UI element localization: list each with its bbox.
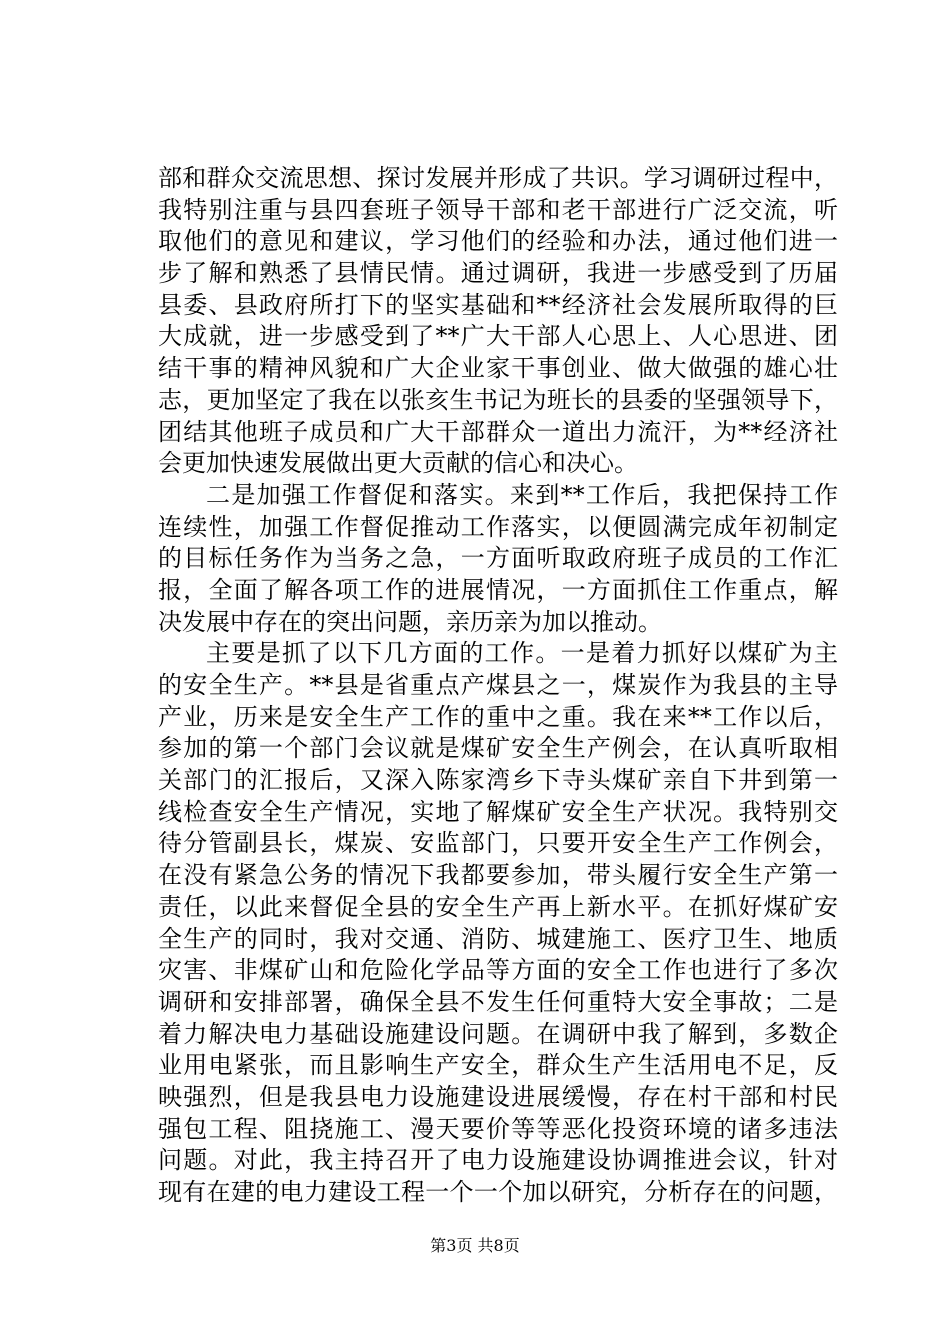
text-line: 映强烈，但是我县电力设施建设进展缓慢，存在村干部和村民: [158, 1082, 838, 1111]
text-line: 部和群众交流思想、探讨发展并形成了共识。学习调研过程中，: [158, 164, 838, 192]
text-line: 取他们的意见和建议，学习他们的经验和办法，通过他们进一: [158, 227, 838, 256]
text-line: 大成就，进一步感受到了**广大干部人心思上、人心思进、团: [158, 322, 838, 351]
text-line: 县委、县政府所打下的坚实基础和**经济社会发展所取得的巨: [158, 290, 838, 319]
text-line: 步了解和熟悉了县情民情。通过调研，我进一步感受到了历届: [158, 259, 838, 288]
text-line: 灾害、非煤矿山和危险化学品等方面的安全工作也进行了多次: [158, 956, 838, 985]
text-line: 报，全面了解各项工作的进展情况，一方面抓住工作重点，解: [158, 575, 838, 604]
text-line: 责任，以此来督促全县的安全生产再上新水平。在抓好煤矿安: [158, 892, 838, 921]
paragraph-start-line: 主要是抓了以下几方面的工作。一是着力抓好以煤矿为主: [206, 639, 838, 668]
text-line: 我特别注重与县四套班子领导干部和老干部进行广泛交流，听: [158, 195, 838, 224]
text-line: 产业，历来是安全生产工作的重中之重。我在来**工作以后，: [158, 702, 838, 731]
text-line: 关部门的汇报后，又深入陈家湾乡下寺头煤矿亲自下井到第一: [158, 766, 838, 795]
text-line: 线检查安全生产情况，实地了解煤矿安全生产状况。我特别交: [158, 797, 838, 826]
page-number-footer: 第3页 共8页: [430, 1236, 520, 1255]
text-line: 待分管副县长，煤炭、安监部门，只要开安全生产工作例会，: [158, 829, 838, 858]
text-line: 志，更加坚定了我在以张亥生书记为班长的县委的坚强领导下，: [158, 385, 838, 414]
text-line: 的目标任务作为当务之急，一方面听取政府班子成员的工作汇: [158, 544, 838, 573]
text-line: 参加的第一个部门会议就是煤矿安全生产例会，在认真听取相: [158, 734, 838, 763]
text-line: 现有在建的电力建设工程一个一个加以研究，分析存在的问题，: [158, 1178, 838, 1206]
text-line: 强包工程、阻挠施工、漫天要价等等恶化投资环境的诸多违法: [158, 1114, 838, 1143]
text-line: 着力解决电力基础设施建设问题。在调研中我了解到，多数企: [158, 1019, 838, 1048]
body-text: [158, 163, 838, 1209]
text-line: 的安全生产。**县是省重点产煤县之一，煤炭作为我县的主导: [158, 671, 838, 699]
text-line: 连续性，加强工作督促推动工作落实，以便圆满完成年初制定: [158, 512, 838, 541]
text-line: 结干事的精神风貌和广大企业家干事创业、做大做强的雄心壮: [158, 354, 838, 383]
text-line: 团结其他班子成员和广大干部群众一道出力流汗，为**经济社: [158, 417, 838, 446]
text-line: 调研和安排部署，确保全县不发生任何重特大安全事故；二是: [158, 987, 838, 1016]
paragraph-start-line: 二是加强工作督促和落实。来到**工作后，我把保持工作: [206, 480, 838, 509]
text-line: 决发展中存在的突出问题，亲历亲为加以推动。: [158, 607, 662, 636]
text-line: 业用电紧张，而且影响生产安全，群众生产生活用电不足，反: [158, 1051, 838, 1080]
text-line: 全生产的同时，我对交通、消防、城建施工、医疗卫生、地质: [158, 924, 838, 953]
text-line: 会更加快速发展做出更大贡献的信心和决心。: [158, 449, 638, 478]
text-line: 在没有紧急公务的情况下我都要参加，带头履行安全生产第一: [158, 861, 838, 890]
text-line: 问题。对此，我主持召开了电力设施建设协调推进会议，针对: [158, 1146, 838, 1175]
